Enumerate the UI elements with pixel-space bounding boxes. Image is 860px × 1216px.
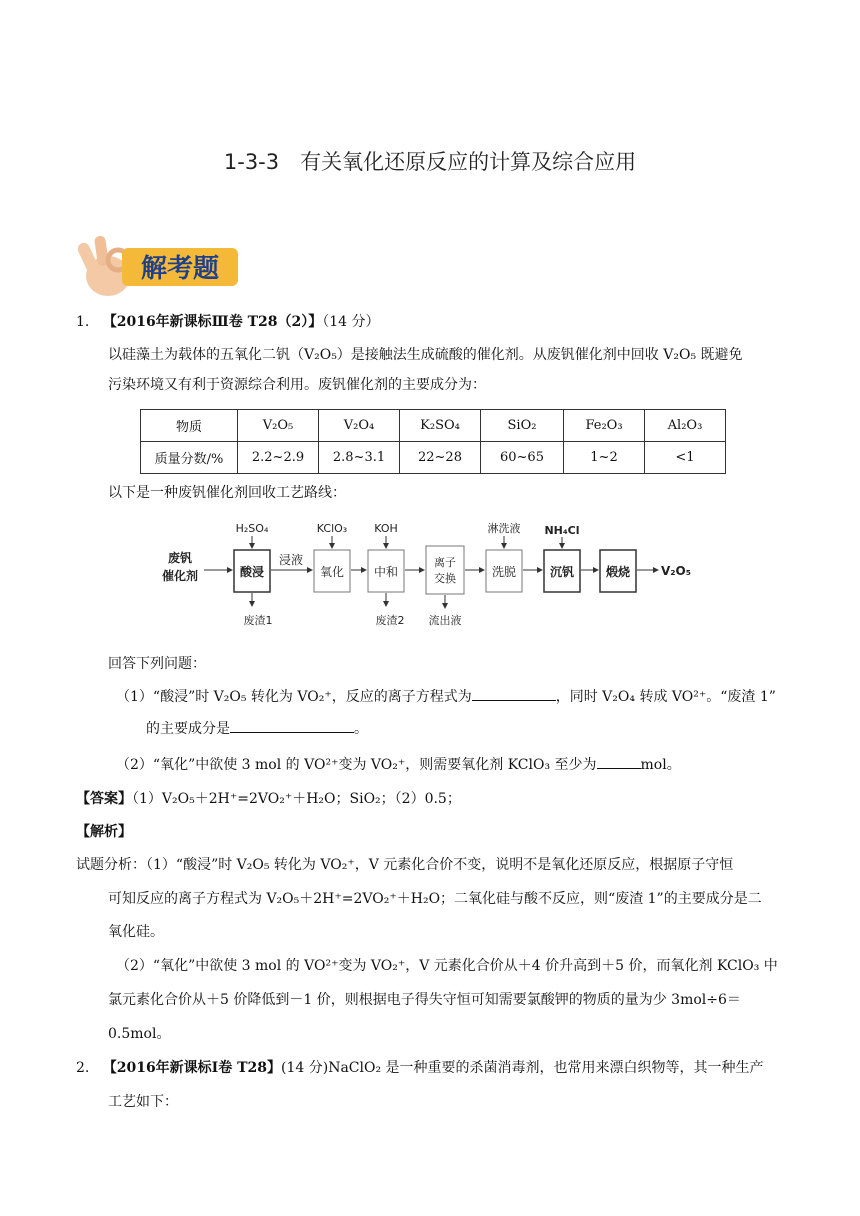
- answer-blank: [472, 686, 556, 701]
- page-title: 1-3-3 有关氧化还原反应的计算及综合应用: [223, 150, 637, 174]
- sub-question-text: ，同时 V₂O₄ 转成 VO²⁺。“废渣 1”: [555, 689, 776, 705]
- analysis-line: 0.5mol。: [108, 1026, 171, 1042]
- sub-question-2: [116, 754, 681, 775]
- svg-text:煅烧: 煅烧: [605, 565, 631, 579]
- table-cell: 60~65: [481, 442, 564, 474]
- table-cell: <1: [645, 442, 726, 474]
- flow-start-label: 催化剂: [161, 569, 199, 583]
- table-header-row: [141, 410, 726, 442]
- svg-text:中和: 中和: [373, 565, 399, 579]
- answer-blank: [230, 718, 354, 733]
- question-1-header: [76, 312, 380, 332]
- flow-input: H₂SO₄: [235, 522, 269, 535]
- analysis-line: 氧化硅。: [108, 924, 164, 940]
- flow-between-label: 浸液: [278, 553, 304, 567]
- flow-step-calcine: [600, 550, 636, 592]
- analysis-line: （2）“氧化”中欲使 3 mol 的 VO²⁺变为 VO₂⁺，V 元素化合价从＋4 价升高到＋5 价，而氧化剂 KClO₃ 中: [116, 958, 778, 974]
- answer-line: [76, 789, 461, 809]
- flow-input: KClO₃: [316, 522, 348, 535]
- svg-text:酸浸: 酸浸: [239, 565, 265, 579]
- table-cell: 22~28: [400, 442, 481, 474]
- route-intro: 以下是一种废钒催化剂回收工艺路线：: [108, 485, 346, 501]
- answer-blank: [597, 754, 641, 769]
- table-cell: K₂SO₄: [400, 410, 481, 442]
- table-cell: V₂O₄: [319, 410, 400, 442]
- sub-question-1-line-1: [116, 686, 776, 707]
- svg-text:氧化: 氧化: [319, 565, 345, 579]
- table-row: [141, 442, 726, 474]
- question-2-header: [76, 1058, 764, 1078]
- table-cell: 2.8~3.1: [319, 442, 400, 474]
- question-number: 2.: [76, 1060, 90, 1076]
- svg-text:离子: 离子: [434, 556, 456, 569]
- composition-table: [140, 409, 726, 474]
- sub-question-text: 。: [354, 721, 368, 737]
- table-cell: Fe₂O₃: [564, 410, 645, 442]
- answer-label: 【答案】: [76, 791, 132, 807]
- svg-text:交换: 交换: [434, 572, 456, 585]
- flow-step-neutralize: [368, 550, 404, 592]
- solve-problems-badge: [78, 234, 242, 300]
- question-source: 【2016年新课标Ⅰ卷 T28】: [102, 1060, 282, 1076]
- table-cell: 1~2: [564, 442, 645, 474]
- flow-input: 淋洗液: [487, 522, 521, 535]
- answer-text: （1）V₂O₅＋2H⁺=2VO₂⁺＋H₂O；SiO₂；（2）0.5；: [132, 791, 461, 807]
- flow-output: 废渣2: [375, 614, 405, 627]
- question-source: 【2016年新课标Ⅲ卷 T28（2）】: [102, 314, 323, 330]
- flow-step-oxidize: [314, 550, 350, 592]
- svg-text:沉钒: 沉钒: [549, 565, 575, 579]
- sub-question-text: mol。: [640, 757, 681, 773]
- answer-prompt: 回答下列问题：: [108, 656, 206, 672]
- analysis-label: 【解析】: [76, 824, 132, 840]
- sub-question-text: （1）“酸浸”时 V₂O₅ 转化为 VO₂⁺，反应的离子方程式为: [116, 689, 472, 705]
- svg-text:洗脱: 洗脱: [491, 565, 517, 579]
- question-score: （14 分）: [322, 314, 380, 330]
- q1-intro-line-1: 以硅藻土为载体的五氧化二钒（V₂O₅）是接触法生成硫酸的催化剂。从废钒催化剂中回收 V₂O₅ 既避免: [108, 347, 743, 363]
- analysis-line: 氯元素化合价从＋5 价降低到－1 价，则根据电子得失守恒可知需要氯酸钾的物质的量为少 3mol÷6＝: [108, 992, 741, 1008]
- badge-text: 解考题: [140, 254, 220, 284]
- flow-input: KOH: [374, 522, 398, 535]
- table-cell: 2.2~2.9: [238, 442, 319, 474]
- flow-product: V₂O₅: [661, 564, 691, 578]
- process-flow-diagram: [158, 520, 718, 640]
- flow-output: 流出液: [428, 614, 462, 627]
- analysis-line: 试题分析：（1）“酸浸”时 V₂O₅ 转化为 VO₂⁺，V 元素化合价不变，说明不是氧化还原反应，根据原子守恒: [76, 857, 734, 873]
- q1-intro-line-2: 污染环境又有利于资源综合利用。废钒催化剂的主要成分为：: [108, 377, 486, 393]
- question-number: 1.: [76, 314, 90, 330]
- question-2-line-2: 工艺如下：: [108, 1094, 178, 1110]
- analysis-line: 可知反应的离子方程式为 V₂O₅＋2H⁺=2VO₂⁺＋H₂O；二氧化硅与酸不反应，则“废渣 1”的主要成分是二: [108, 891, 762, 907]
- table-cell: SiO₂: [481, 410, 564, 442]
- sub-question-text: 的主要成分是: [146, 721, 230, 737]
- flow-step-elute: [486, 550, 522, 592]
- sub-question-text: （2）“氧化”中欲使 3 mol 的 VO²⁺变为 VO₂⁺，则需要氧化剂 KClO₃ 至少为: [116, 757, 597, 773]
- flow-step-acid-leach: [234, 550, 270, 592]
- flow-step-ion-exchange: [426, 546, 464, 594]
- flow-start-label: 废钒: [167, 551, 193, 565]
- table-cell: 物质: [141, 410, 238, 442]
- table-cell: V₂O₅: [238, 410, 319, 442]
- question-text: (14 分)NaClO₂ 是一种重要的杀菌消毒剂，也常用来漂白织物等，其一种生产: [281, 1060, 764, 1076]
- flow-step-precipitate: [544, 550, 580, 592]
- flow-input: NH₄Cl: [544, 524, 580, 537]
- flow-output: 废渣1: [243, 614, 273, 627]
- sub-question-1-line-2: [146, 718, 368, 739]
- table-cell: Al₂O₃: [645, 410, 726, 442]
- table-cell: 质量分数/%: [141, 442, 238, 474]
